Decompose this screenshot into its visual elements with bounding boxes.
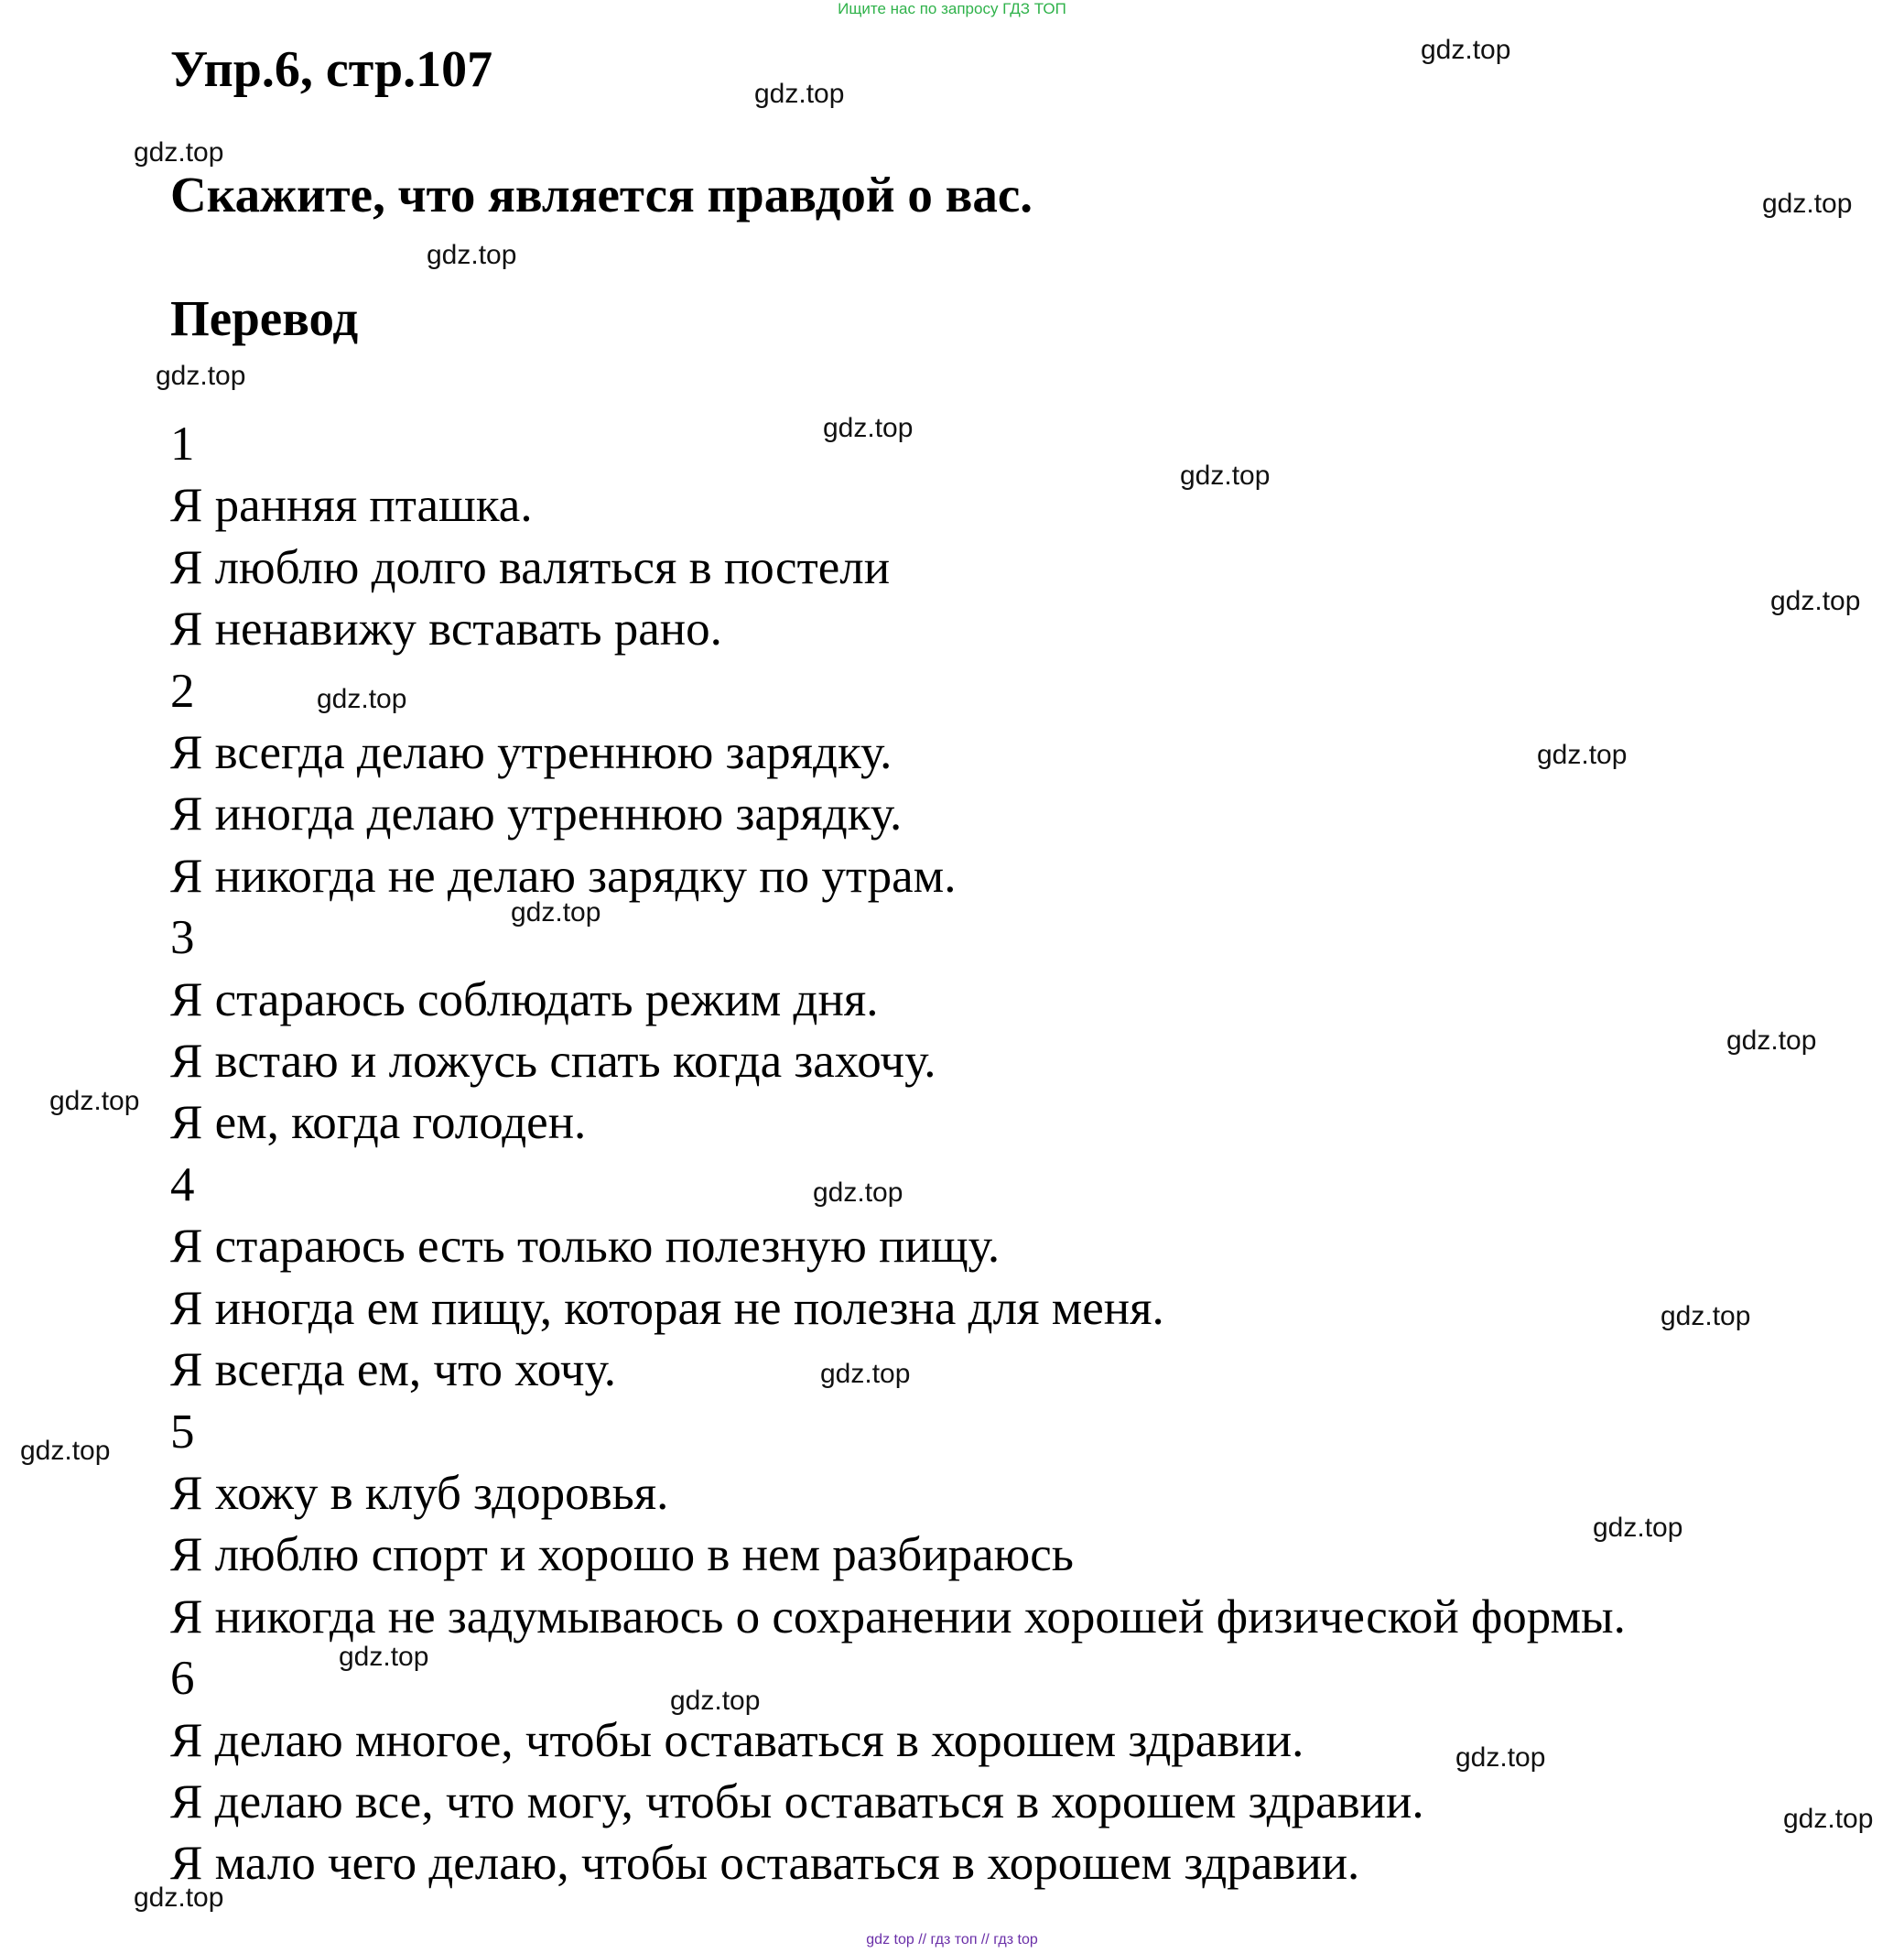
watermark: gdz.top: [511, 897, 601, 928]
item-number: 1: [170, 418, 195, 471]
answer-line: Я делаю многое, чтобы оставаться в хорошем здравии.: [170, 1713, 1304, 1767]
item-number: 5: [170, 1405, 195, 1459]
watermark: gdz.top: [823, 413, 914, 443]
item-number: 4: [170, 1157, 195, 1211]
answer-line: Я ранняя пташка.: [170, 479, 533, 533]
watermark: gdz.top: [1455, 1742, 1546, 1773]
answer-line: Я люблю спорт и хорошо в нем разбираюсь: [170, 1528, 1074, 1582]
task-statement: Скажите, что является правдой о вас.: [170, 167, 1033, 222]
answer-line: Я мало чего делаю, чтобы оставаться в хорошем здравии.: [170, 1837, 1360, 1891]
answer-line: Я никогда не делаю зарядку по утрам.: [170, 849, 957, 903]
watermark: gdz.top: [1726, 1025, 1817, 1056]
answer-line: Я стараюсь есть только полезную пищу.: [170, 1220, 1001, 1274]
watermark: gdz.top: [670, 1686, 761, 1716]
watermark: gdz.top: [1593, 1513, 1683, 1543]
watermark: gdz.top: [134, 137, 224, 168]
watermark: gdz.top: [49, 1086, 140, 1116]
watermark: gdz.top: [339, 1642, 429, 1672]
watermark: gdz.top: [20, 1436, 111, 1466]
item-number: 3: [170, 911, 195, 965]
answer-line: Я иногда делаю утреннюю зарядку.: [170, 787, 903, 841]
page-title: Упр.6, стр.107: [170, 41, 493, 98]
answer-line: Я хожу в клуб здоровья.: [170, 1466, 669, 1520]
footer-watermark: gdz top // гдз топ // гдз top: [866, 1932, 1038, 1948]
answer-line: Я ем, когда голоден.: [170, 1096, 587, 1150]
watermark: gdz.top: [1762, 189, 1853, 219]
answer-line: Я делаю все, что могу, чтобы оставаться в хорошем здравии.: [170, 1774, 1424, 1828]
watermark: gdz.top: [1770, 586, 1861, 616]
answer-line: Я стараюсь соблюдать режим дня.: [170, 972, 879, 1026]
watermark: gdz.top: [1537, 740, 1628, 770]
watermark: gdz.top: [1180, 461, 1271, 491]
watermark: gdz.top: [317, 684, 407, 714]
watermark: gdz.top: [813, 1177, 903, 1208]
watermark: gdz.top: [1661, 1301, 1751, 1331]
top-banner: Ищите нас по запросу ГДЗ ТОП: [838, 0, 1066, 17]
translation-body: [170, 414, 1626, 1895]
answer-line: Я никогда не задумываюсь о сохранении хорошей физической формы.: [170, 1590, 1626, 1644]
watermark: gdz.top: [1421, 35, 1511, 65]
answer-line: Я всегда делаю утреннюю зарядку.: [170, 726, 892, 780]
watermark: gdz.top: [754, 79, 845, 109]
item-number: 2: [170, 664, 195, 718]
watermark: gdz.top: [156, 361, 246, 391]
watermark: gdz.top: [427, 240, 517, 270]
answer-line: Я всегда ем, что хочу.: [170, 1343, 616, 1397]
answer-line: Я встаю и ложусь спать когда захочу.: [170, 1035, 936, 1089]
watermark: gdz.top: [134, 1882, 224, 1913]
translation-heading: Перевод: [170, 290, 359, 346]
item-number: 6: [170, 1652, 195, 1706]
answer-line: Я ненавижу вставать рано.: [170, 602, 722, 656]
answer-line: Я люблю долго валяться в постели: [170, 540, 891, 594]
watermark: gdz.top: [1783, 1804, 1874, 1834]
watermark: gdz.top: [820, 1359, 911, 1389]
answer-line: Я иногда ем пищу, которая не полезна для меня.: [170, 1281, 1164, 1335]
